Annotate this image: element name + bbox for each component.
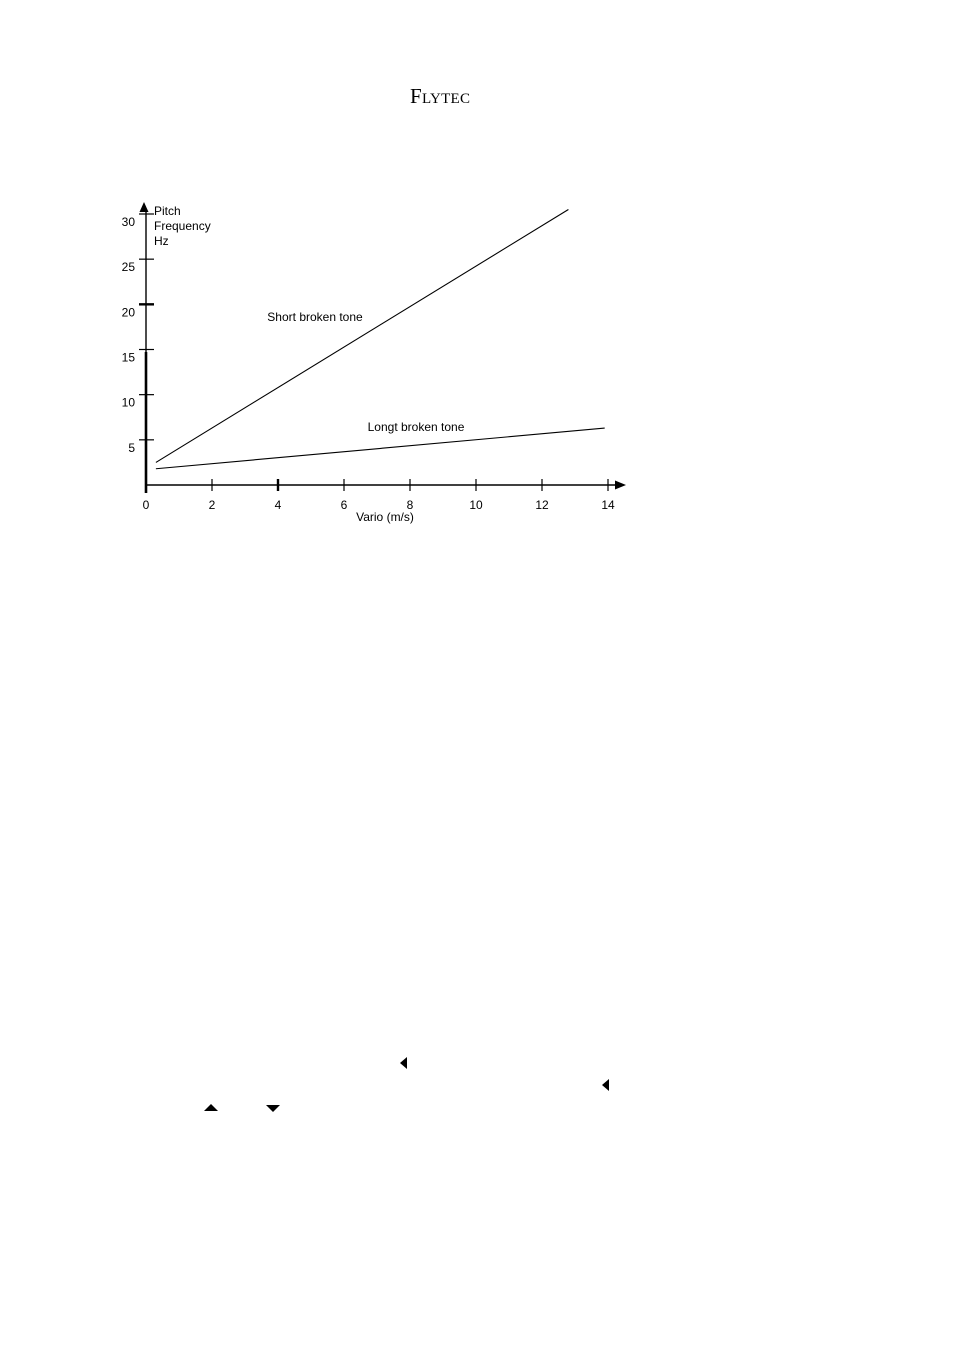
x-tick-label: 8: [406, 498, 414, 512]
series-line: [156, 428, 605, 469]
x-axis-label: Vario (m/s): [356, 510, 414, 524]
y-axis-label: Pitch: [154, 204, 181, 218]
x-tick-label: 6: [340, 498, 348, 512]
y-tick-label: 30: [121, 215, 135, 229]
x-tick-label: 10: [469, 498, 483, 512]
x-tick-label: 4: [274, 498, 282, 512]
x-tick-label: 0: [142, 498, 150, 512]
series-label: Short broken tone: [267, 310, 363, 324]
series-line: [156, 209, 569, 462]
left-arrow-icon: [602, 1079, 609, 1091]
left-arrow-icon: [400, 1057, 407, 1069]
chart-labels: [122, 204, 615, 524]
x-axis-arrow: [615, 481, 626, 490]
y-axis-label: Hz: [154, 234, 169, 248]
brand-first: F: [410, 84, 422, 108]
y-tick-label: 10: [121, 395, 135, 410]
down-arrow-icon: [266, 1105, 280, 1112]
y-axis-label: Frequency: [154, 219, 211, 233]
y-tick-label: 25: [121, 260, 135, 275]
brand-rest: LYTEC: [421, 91, 471, 107]
series-label: Longt broken tone: [367, 420, 465, 434]
up-arrow-icon: [204, 1104, 218, 1111]
y-tick-label: 20: [121, 305, 135, 320]
pitch-frequency-chart: [0, 0, 954, 560]
y-tick-label: 15: [121, 350, 135, 365]
x-tick-label: 2: [208, 498, 216, 512]
x-tick-label: 14: [601, 498, 615, 512]
x-tick-label: 12: [535, 498, 549, 512]
y-tick-label: 5: [128, 440, 135, 455]
y-axis-arrow: [140, 202, 149, 212]
chart-axes: [140, 202, 627, 493]
